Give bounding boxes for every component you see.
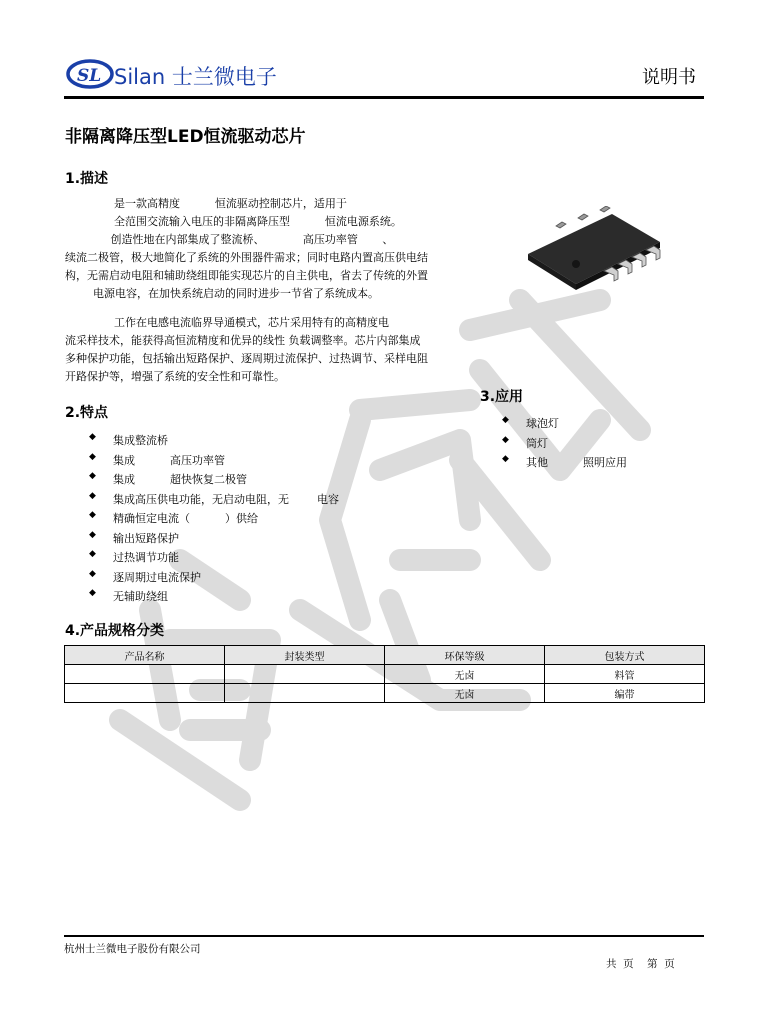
- column-header: 包装方式: [545, 646, 705, 665]
- table-cell: [65, 684, 225, 703]
- header-divider: [64, 96, 704, 99]
- diamond-bullet-icon: ◆: [89, 529, 96, 540]
- list-item: ◆ 筒灯: [502, 434, 548, 450]
- page-title: 非隔离降压型LED恒流驱动芯片: [65, 127, 306, 147]
- description-para-1: [65, 195, 467, 303]
- description-line: 创造性地在内部集成了整流桥、 高压功率管 、: [65, 233, 394, 246]
- description-line: 工作在电感电流临界导通模式，芯片采用特有的高精度电: [65, 316, 389, 329]
- applications-heading: 3.应用: [480, 389, 524, 405]
- table-row: [65, 684, 705, 703]
- table-cell: [225, 684, 385, 703]
- footer-page-number: 共 页 第 页: [606, 958, 675, 970]
- list-item: ◆ 精确恒定电流（ ）供给: [89, 510, 258, 525]
- diamond-bullet-icon: ◆: [89, 549, 96, 559]
- list-item: ◆ 集成 超快恢复二极管: [89, 471, 247, 486]
- spec-heading: 4.产品规格分类: [65, 623, 165, 639]
- description-para-2: [65, 314, 467, 386]
- footer-company: 杭州士兰微电子股份有限公司: [64, 943, 201, 955]
- list-item: ◆ 过热调节功能: [89, 549, 179, 564]
- diamond-bullet-icon: ◆: [502, 434, 509, 445]
- table-cell: 编带: [545, 684, 705, 703]
- description-line: 全范围交流输入电压的非隔离降压型 恒流电源系统。: [65, 215, 402, 228]
- diamond-bullet-icon: ◆: [502, 415, 509, 425]
- description-heading: 1.描述: [65, 171, 109, 187]
- doc-type-label: 说明书: [642, 67, 696, 88]
- description-line: 构，无需启动电阻和辅助绕组即能实现芯片的自主供电，省去了传统的外置: [65, 269, 428, 282]
- diamond-bullet-icon: ◆: [502, 454, 509, 464]
- list-item: ◆ 集成高压供电功能，无启动电阻，无 电容: [89, 490, 339, 506]
- diamond-bullet-icon: ◆: [89, 490, 96, 501]
- table-cell: 料管: [545, 665, 705, 684]
- description-line: 电源电容，在加快系统启动的同时进步一节省了系统成本。: [65, 287, 379, 300]
- table-header-row: [65, 646, 705, 665]
- diamond-bullet-icon: ◆: [89, 588, 96, 598]
- table-cell: [225, 665, 385, 684]
- table-cell: [65, 665, 225, 684]
- brand-name: Silan 士兰微电子: [114, 65, 277, 89]
- list-item: ◆ 输出短路保护: [89, 529, 179, 545]
- table-cell: 无卤: [385, 665, 545, 684]
- diamond-bullet-icon: ◆: [89, 451, 96, 462]
- list-item: ◆ 逐周期过电流保护: [89, 568, 201, 584]
- diamond-bullet-icon: ◆: [89, 510, 96, 520]
- features-list: [89, 432, 339, 608]
- list-item: ◆ 集成 高压功率管: [89, 451, 225, 467]
- description-line: 续流二极管，极大地简化了系统的外围器件需求；同时电路内置高压供电结: [65, 251, 428, 264]
- column-header: 环保等级: [385, 646, 545, 665]
- table-row: [65, 665, 705, 684]
- features-heading: 2.特点: [65, 405, 109, 421]
- diamond-bullet-icon: ◆: [89, 568, 96, 579]
- column-header: 封装类型: [225, 646, 385, 665]
- description-line: 流采样技术，能获得高恒流精度和优异的线性 负载调整率。芯片内部集成: [65, 334, 421, 347]
- list-item: ◆ 球泡灯: [502, 415, 559, 430]
- diamond-bullet-icon: ◆: [89, 471, 96, 481]
- sop8-chip-image: [520, 206, 670, 290]
- column-header: 产品名称: [65, 646, 225, 665]
- applications-list: [502, 415, 627, 474]
- spec-table: [64, 645, 705, 703]
- diamond-bullet-icon: ◆: [89, 432, 96, 442]
- description-line: 是一款高精度 恒流驱动控制芯片，适用于: [65, 197, 347, 210]
- description-line: 多种保护功能，包括输出短路保护、逐周期过流保护、过热调节、采样电阻: [65, 352, 428, 365]
- list-item: ◆ 无辅助绕组: [89, 588, 168, 603]
- logo-mark: SL: [77, 66, 102, 86]
- list-item: ◆ 集成整流桥: [89, 432, 168, 447]
- list-item: ◆ 其他 照明应用: [502, 454, 627, 469]
- description-line: 开路保护等，增强了系统的安全性和可靠性。: [65, 370, 285, 383]
- footer-divider: [64, 935, 704, 937]
- table-cell: 无卤: [385, 684, 545, 703]
